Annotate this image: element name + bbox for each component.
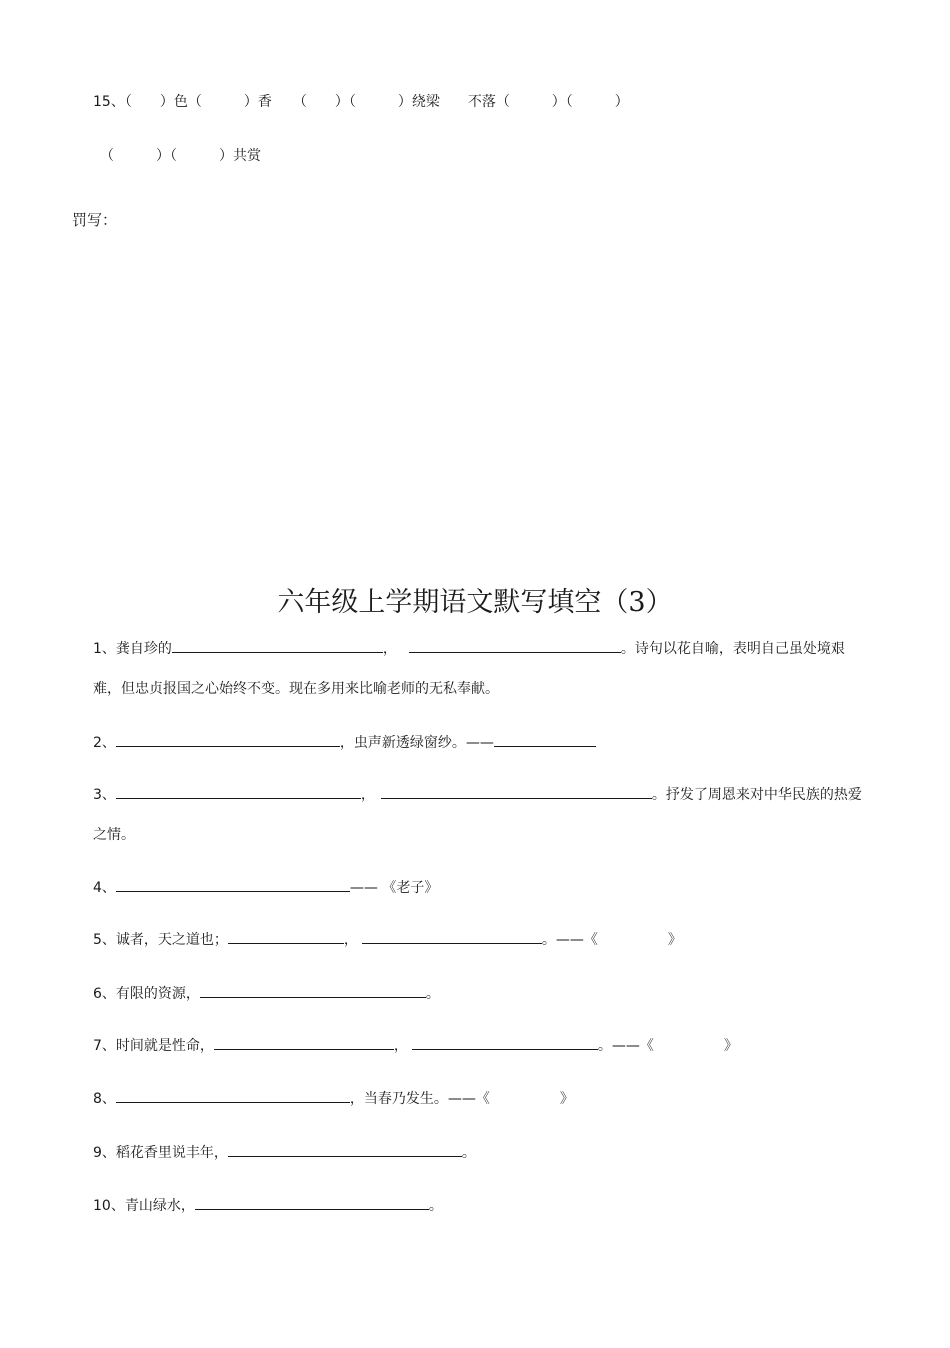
q1-blank-2[interactable] xyxy=(409,638,621,653)
question-4 xyxy=(93,877,438,897)
q9-blank-1[interactable] xyxy=(228,1142,462,1157)
q10-blank-1[interactable] xyxy=(195,1195,429,1210)
q7-suffix: 。——《 xyxy=(597,1038,654,1054)
question-3-line2 xyxy=(93,826,135,844)
q9-suffix: 。 xyxy=(461,1145,476,1161)
penalty-label xyxy=(72,211,117,229)
q1-line2-text: 难，但忠贞报国之心始终不变。现在多用来比喻老师的无私奉献。 xyxy=(93,681,499,697)
q2-blank-1[interactable] xyxy=(116,732,340,747)
q5-comma: ， xyxy=(343,932,358,948)
question-1-line2 xyxy=(93,680,499,698)
q9-prefix: 9、稻花香里说丰年， xyxy=(93,1145,228,1161)
q5-blank-2[interactable] xyxy=(362,929,542,944)
q5-prefix: 5、诚者，天之道也； xyxy=(93,932,228,948)
question-7 xyxy=(93,1035,738,1055)
q8-prefix: 8、 xyxy=(93,1091,116,1107)
question-15-line1 xyxy=(93,93,629,111)
q6-suffix: 。 xyxy=(425,986,440,1002)
question-9 xyxy=(93,1142,476,1162)
question-8 xyxy=(93,1088,574,1108)
question-6 xyxy=(93,983,440,1003)
q3-blank-1[interactable] xyxy=(116,784,361,799)
question-15-line2 xyxy=(100,147,261,165)
question-3 xyxy=(93,784,862,804)
penalty-label-text: 罚写： xyxy=(72,211,118,229)
q8-blank-1[interactable] xyxy=(116,1088,350,1103)
question-5 xyxy=(93,929,682,949)
question-1 xyxy=(93,638,845,658)
q6-blank-1[interactable] xyxy=(200,983,426,998)
q4-blank-1[interactable] xyxy=(116,877,350,892)
q3-suffix: 。抒发了周恩来对中华民族的热爱 xyxy=(651,787,862,803)
q3-blank-2[interactable] xyxy=(381,784,652,799)
q8-suffix: ，当春乃发生。——《 xyxy=(349,1091,490,1107)
page-title: 六年级上学期语文默写填空（3） xyxy=(277,587,673,618)
q3-line2-text: 之情。 xyxy=(93,827,135,843)
question-15-text-cont: （ ）（ ）共赏 xyxy=(100,148,261,164)
q2-prefix: 2、 xyxy=(93,735,116,751)
q7-comma: ， xyxy=(393,1038,408,1054)
q1-blank-1[interactable] xyxy=(172,638,383,653)
q8-close: 》 xyxy=(559,1091,574,1107)
q3-prefix: 3、 xyxy=(93,787,116,803)
q10-prefix: 10、青山绿水， xyxy=(93,1198,195,1214)
q4-suffix: —— 《老子》 xyxy=(349,880,439,896)
question-15-text: 15、（ ）色（ ）香 （ ）（ ）绕梁 不落（ ）（ ） xyxy=(93,94,629,110)
q5-close: 》 xyxy=(667,932,682,948)
q2-blank-2[interactable] xyxy=(494,732,596,747)
q1-comma: ， xyxy=(382,641,397,657)
question-10 xyxy=(93,1195,443,1215)
q2-mid: ，虫声新透绿窗纱。—— xyxy=(339,735,494,751)
q5-suffix: 。——《 xyxy=(541,932,598,948)
q6-prefix: 6、有限的资源， xyxy=(93,986,200,1002)
q4-prefix: 4、 xyxy=(93,880,116,896)
q1-prefix: 1、龚自珍的 xyxy=(93,641,172,657)
q10-suffix: 。 xyxy=(428,1198,443,1214)
q7-blank-2[interactable] xyxy=(412,1035,598,1050)
q3-comma: ， xyxy=(360,787,375,803)
q5-blank-1[interactable] xyxy=(228,929,344,944)
q1-suffix: 。诗句以花自喻，表明自己虽处境艰 xyxy=(620,641,845,657)
q7-blank-1[interactable] xyxy=(214,1035,394,1050)
q7-close: 》 xyxy=(723,1038,738,1054)
q7-prefix: 7、时间就是性命， xyxy=(93,1038,214,1054)
question-2 xyxy=(93,732,596,752)
